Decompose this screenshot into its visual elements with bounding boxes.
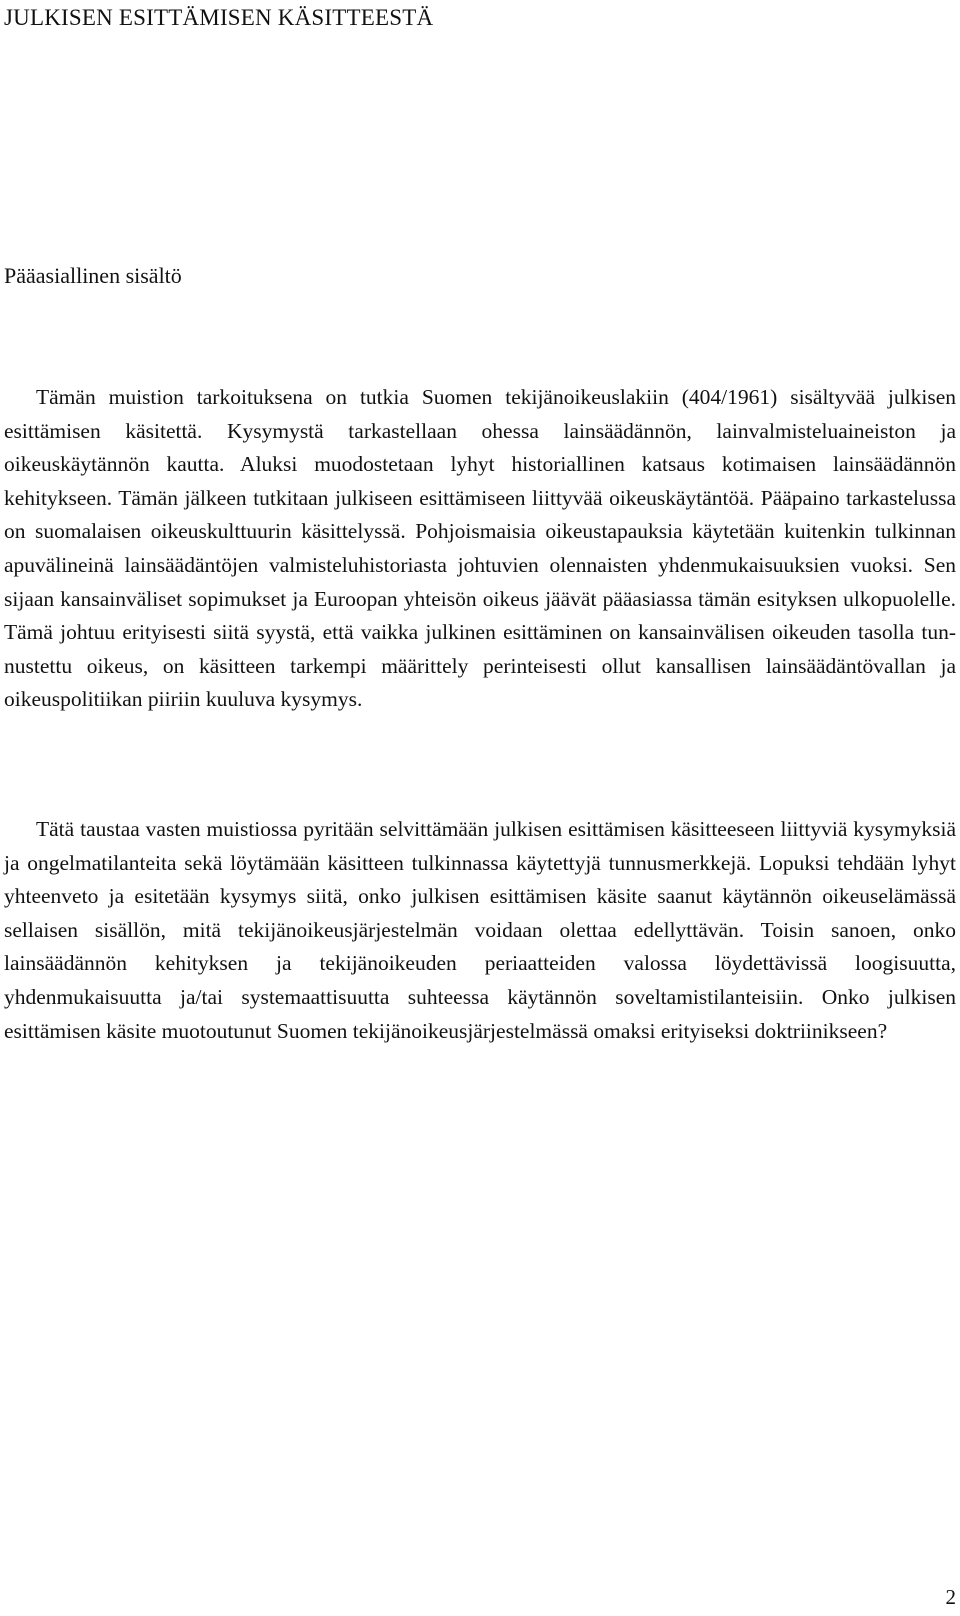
body-paragraph-2: Tätä taustaa vasten muistiossa pyritään selvittämään julkisen esittämisen käsitteeseen liittyviä kysymyksiä ja ongelmatilanteita sekä löytämään käsitteen tulkinnassa käytettyjä tunnusmerkkejä. Lopuksi tehdään lyhyt yhteenveto ja esitetään kysymys siitä, onko julkisen esittämisen käsite saanut käytännön oikeuselämässä sellaisen sisällön, mitä tekijänoikeusjärjestelmän voidaan olettaa edellyttävän. Toisin sanoen, onko lainsäädännön kehityksen ja tekijänoikeuden periaatteiden valossa löydettävissä loogisuutta, yhdenmukaisuutta ja/tai systemaattisuutta suhteessa käytännön soveltamistilanteisiin. Onko julkisen esittämisen käsite muotoutunut Suomen tekijänoikeusjärjestelmässä omaksi erityiseksi doktriinikseen?	[4, 817, 956, 1043]
section-heading: Pääasiallinen sisältö	[4, 263, 182, 288]
body-paragraph-1: Tämän muistion tarkoituksena on tutkia Suomen tekijänoikeuslakiin (404/1961) sisältyvää julkisen esittämisen käsitettä. Kysymystä tarkastellaan ohessa lainsäädännön, lainvalmisteluaineiston ja oikeuskäytännön kautta. Aluksi muodostetaan lyhyt historiallinen katsaus kotimaisen lainsäädännön kehitykseen. Tämän jälkeen tutkitaan julkiseen esittämiseen liittyvää oikeuskäytäntöä. Pääpaino tarkastelussa on suomalaisen oikeuskulttuurin käsittelyssä. Pohjoismaisia oikeustapauksia käytetään kuitenkin tulkinnan apuvälineinä lainsäädäntöjen valmisteluhistoriasta johtuvien olennaisten yhdenmukaisuuksien vuoksi. Sen sijaan kansainväliset sopimukset ja Euroopan yhteisön oikeus jäävät pääasiassa tämän esityksen ulkopuolelle. Tämä johtuu erityisesti siitä syystä, että vaikka julkinen esittäminen on kansainvälisen oikeuden tasolla tunnustettu oikeus, on käsitteen tarkempi määrittely perinteisesti ollut kansallisen lainsäädäntövallan ja oikeuspolitiikan piiriin kuuluva kysymys.	[4, 385, 956, 712]
page-number: 2	[945, 1585, 956, 1609]
document-title: JULKISEN ESITTÄMISEN KÄSITTEESTÄ	[4, 5, 434, 30]
